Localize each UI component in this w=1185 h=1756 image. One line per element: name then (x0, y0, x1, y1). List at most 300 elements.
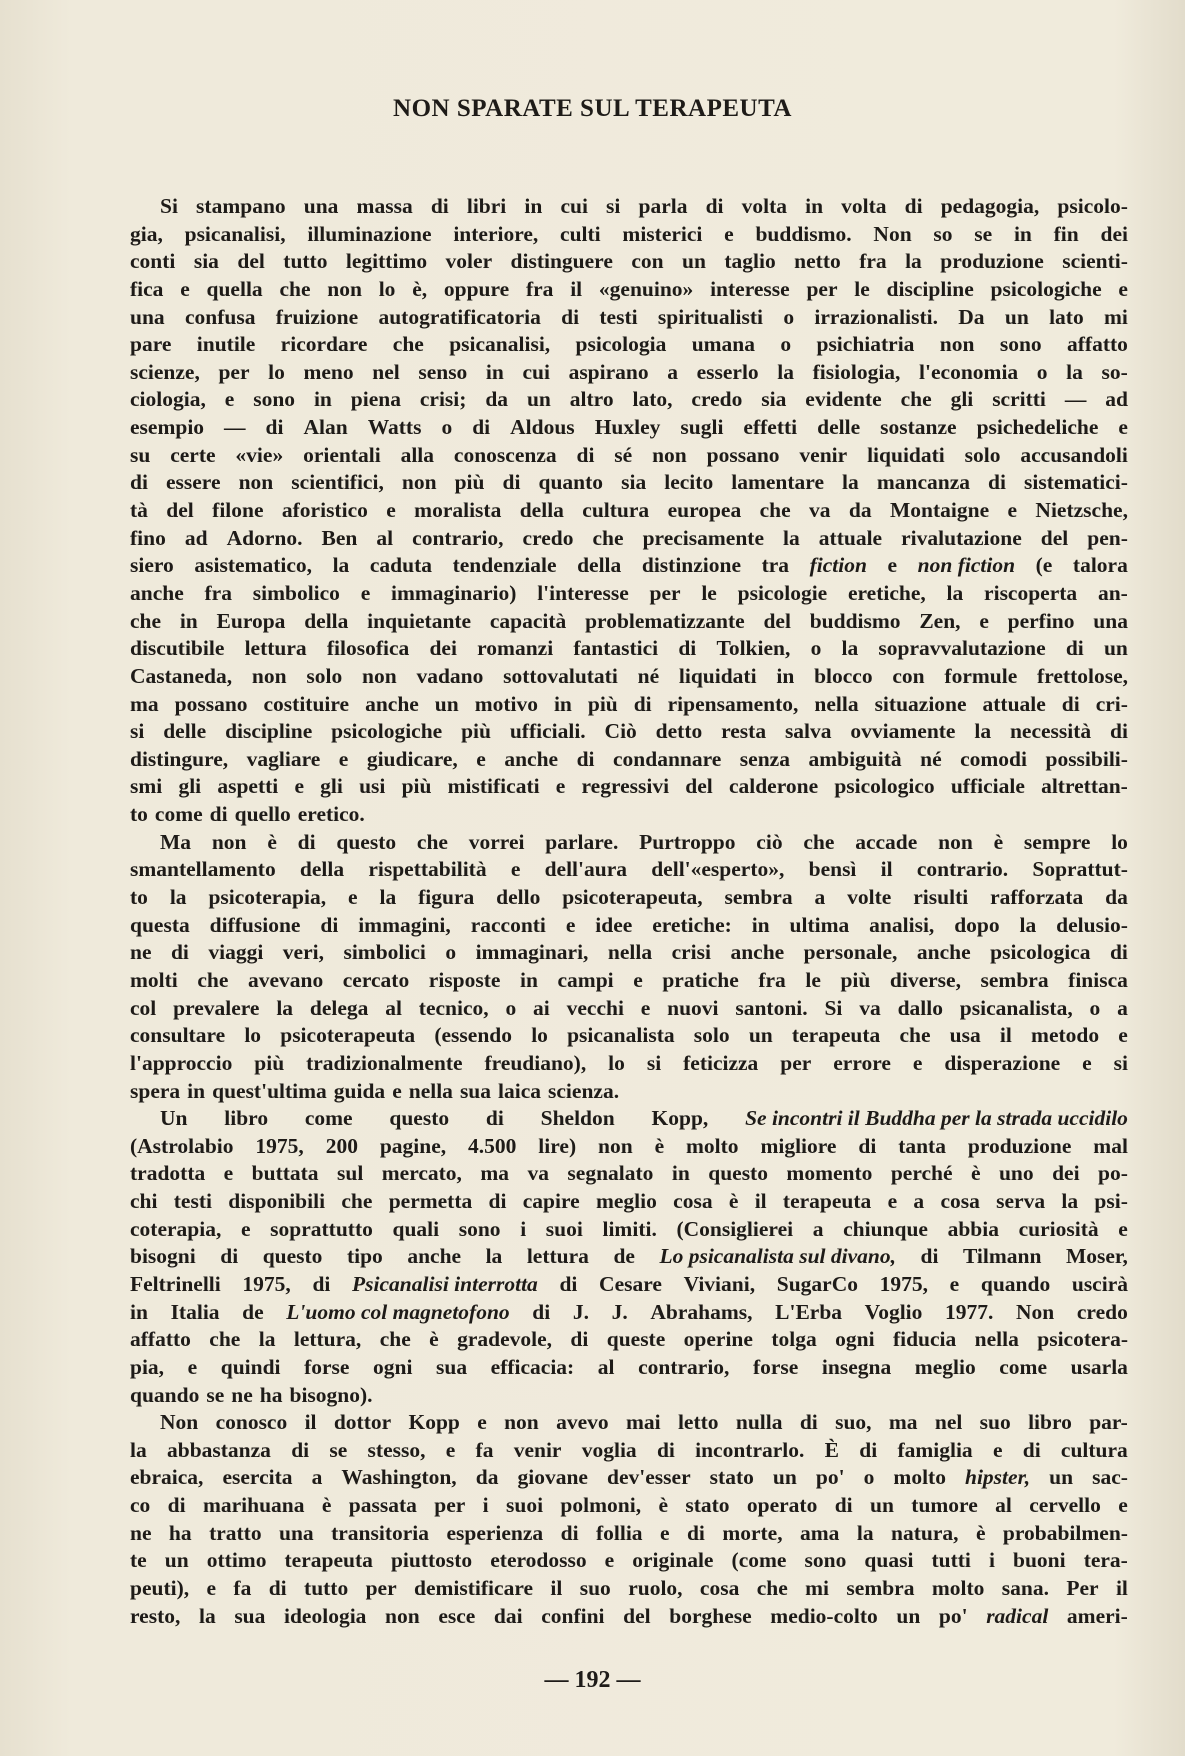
text-line (130, 995, 1128, 1023)
word: tendenziale (452, 553, 557, 578)
word: ciologia, (130, 387, 206, 412)
word: lo (268, 359, 285, 384)
word: interesse (710, 276, 790, 301)
word: crisi (671, 940, 711, 965)
word: che (803, 829, 835, 854)
word: Zen, (919, 608, 961, 633)
word: queste (606, 1327, 666, 1352)
word: pen- (1087, 525, 1128, 550)
word: uscirà (1071, 1271, 1128, 1296)
word: piuttosto (390, 1548, 473, 1573)
word: Non (873, 221, 912, 246)
word: si (606, 194, 621, 218)
word: analisi, (869, 912, 935, 937)
word: anche (730, 940, 785, 965)
word: marihuana (202, 1493, 305, 1518)
word: fra (758, 967, 786, 992)
word: sia (193, 249, 219, 274)
word: bisogni (130, 1244, 196, 1269)
word: ai (533, 995, 550, 1020)
word: (essendo (434, 1023, 513, 1048)
word: Huxley (594, 415, 661, 440)
word: sembra (980, 967, 1049, 992)
word: medio-colto (770, 1603, 878, 1628)
word: fisiologia, (812, 359, 901, 384)
word: delusio- (1056, 912, 1128, 937)
word: rispettabilità (368, 857, 487, 882)
word: sul (337, 1161, 364, 1186)
word: cervello (1029, 1493, 1101, 1518)
word: che (759, 498, 791, 523)
word: contrario, (638, 1354, 730, 1379)
word: coterapia, (130, 1216, 222, 1241)
text-line (130, 1520, 1128, 1548)
word: te (130, 1548, 147, 1573)
word: col (130, 995, 157, 1020)
word: orientali (303, 442, 381, 467)
word: distinguere (510, 249, 613, 274)
word: buddismo. (755, 221, 852, 246)
word: e (1118, 415, 1128, 440)
word: o (780, 332, 792, 357)
word: la (777, 359, 795, 384)
word: la (1061, 1189, 1079, 1214)
word: sia (621, 470, 647, 495)
word: la (841, 636, 859, 661)
word: di (858, 1133, 877, 1158)
word: gli (320, 774, 343, 799)
word: nuovi (667, 995, 719, 1020)
word: liquidati (678, 663, 757, 688)
word: de (242, 1299, 264, 1324)
word: capire (522, 1189, 580, 1214)
word: e (223, 1161, 234, 1186)
word: idee (595, 912, 633, 937)
word: e (360, 580, 371, 605)
word: è (975, 1520, 986, 1545)
word: la (276, 995, 294, 1020)
word: tradotta (130, 1161, 206, 1186)
word: ideologia (284, 1603, 367, 1628)
word: le (701, 580, 717, 605)
word: mancanza (876, 470, 970, 495)
word: e (912, 1050, 923, 1075)
word: borghese (669, 1603, 752, 1628)
word: una (130, 304, 165, 329)
word: Kopp, (651, 1106, 709, 1131)
word: del (1040, 525, 1069, 550)
word: e (240, 1216, 251, 1241)
word: situazione (874, 691, 967, 716)
word: mi (805, 1576, 830, 1601)
word: di (559, 1271, 578, 1296)
word: non (211, 829, 247, 854)
word: disperazione (944, 1050, 1061, 1075)
word: il (880, 857, 893, 882)
word: un (682, 249, 706, 274)
word: questo (708, 1161, 768, 1186)
word: È (824, 1437, 839, 1462)
word: anche (504, 746, 559, 771)
word: ameri- (1066, 1603, 1128, 1628)
word: psicanalisi, (449, 332, 551, 357)
word: più (587, 691, 618, 716)
word: 1975, (879, 1271, 928, 1296)
word: in (671, 1161, 690, 1186)
word: esce (438, 1603, 476, 1628)
word: di (532, 1299, 551, 1324)
word: libro (224, 1106, 269, 1131)
word: un (1103, 636, 1128, 661)
word: culti (560, 221, 601, 246)
word: sopravvalutazione (878, 636, 1046, 661)
word: pare (130, 332, 172, 357)
word: Cesare (599, 1271, 662, 1296)
word: ricordare (280, 332, 368, 357)
text-line (130, 1216, 1128, 1244)
word: ne (130, 1520, 152, 1545)
word: resto, (130, 1603, 181, 1628)
word: guida (333, 1078, 386, 1103)
word: asistematico, (194, 553, 312, 578)
word: sono (999, 332, 1042, 357)
word: precisamente (642, 525, 764, 550)
word: L'uomo col magnetofono (286, 1299, 510, 1324)
word: cercato (342, 967, 410, 992)
word: e (477, 1410, 487, 1435)
word: tipo (346, 1244, 383, 1269)
word: la (905, 249, 922, 274)
word: anche (365, 691, 419, 716)
word: perfino (1007, 608, 1075, 633)
word: questo (262, 1244, 323, 1269)
word: umana (691, 332, 756, 357)
word: di (576, 746, 595, 771)
word: produzione (940, 249, 1044, 274)
word: che (592, 525, 624, 550)
text-line (130, 359, 1128, 387)
word: bisogno). (289, 1382, 373, 1407)
word: vecchi (566, 995, 624, 1020)
word: per (649, 580, 681, 605)
word: simbolici (343, 940, 426, 965)
word: in (805, 194, 824, 218)
word: scienti- (1062, 249, 1128, 274)
word: a (311, 1465, 323, 1490)
word: affatto (130, 1327, 191, 1352)
word: la (946, 580, 964, 605)
word: l'economia (919, 359, 1019, 384)
word: ufficiale (950, 774, 1025, 799)
word: a (913, 1189, 925, 1214)
word: dallo (897, 995, 943, 1020)
word: migliore (760, 1133, 837, 1158)
word: pia, (130, 1354, 165, 1379)
text-line (130, 635, 1128, 663)
word: suoi (506, 1493, 544, 1518)
word: la (783, 525, 800, 550)
word: non (327, 276, 362, 301)
word: Aldous (510, 415, 575, 440)
text-line (130, 276, 1128, 304)
word: di (834, 1493, 853, 1518)
word: di (209, 802, 228, 827)
word: non (938, 829, 973, 854)
word: gradevole, (457, 1327, 553, 1352)
word: un (1004, 304, 1029, 329)
word: di (561, 304, 580, 329)
word: non fiction (917, 553, 1016, 578)
word: lettura (526, 1244, 589, 1269)
word: Abrahams, (650, 1299, 753, 1324)
word: o (1089, 995, 1101, 1020)
text-line (130, 552, 1128, 580)
word: del (166, 498, 194, 523)
word: nella (607, 940, 653, 965)
word: e (294, 774, 304, 799)
word: quando (980, 1271, 1051, 1296)
word: libri (466, 194, 507, 218)
word: del (763, 608, 791, 633)
word: necessità (1009, 719, 1092, 744)
word: tolga (771, 1327, 817, 1352)
word: psicoterapeuta, (562, 885, 703, 910)
word: cultura (582, 498, 650, 523)
word: e (510, 857, 521, 882)
word: sé (614, 442, 633, 467)
word: esercita (222, 1465, 293, 1490)
word: sono (804, 1548, 847, 1573)
word: fica (130, 276, 164, 301)
word: e (979, 608, 989, 633)
word: di (859, 1437, 878, 1462)
word: po' (815, 1465, 845, 1490)
text-line (130, 1188, 1128, 1216)
word: abbastanza (166, 1437, 271, 1462)
word: metodo (1031, 1023, 1100, 1048)
word: da (1105, 885, 1128, 910)
word: che (341, 1189, 373, 1214)
word: una (279, 1520, 314, 1545)
word: inutile (196, 332, 256, 357)
word: par- (1089, 1410, 1128, 1435)
text-line (130, 525, 1128, 553)
word: piena (350, 387, 401, 412)
word: lo (378, 276, 396, 301)
word: Da (958, 304, 985, 329)
word: ogni (373, 1354, 413, 1379)
word: efficacia: (490, 1354, 575, 1379)
word: psicologica (990, 940, 1091, 965)
text-line (130, 1464, 1128, 1492)
word: di (678, 636, 697, 661)
word: è (429, 1327, 439, 1352)
word: sembra (846, 1576, 915, 1601)
word: abbia (947, 1216, 999, 1241)
word: psicanalisi, (184, 221, 286, 246)
word: e (338, 746, 349, 771)
text-line (130, 829, 1128, 857)
word: filosofica (326, 636, 410, 661)
word: fiction (809, 553, 867, 578)
word: originale (632, 1548, 714, 1573)
word: di (291, 1437, 310, 1462)
word: questo (389, 1106, 450, 1131)
word: di (502, 470, 521, 495)
word: fra (204, 580, 232, 605)
word: psicologico (834, 774, 935, 799)
word: ripensamento, (667, 691, 799, 716)
word: in (1013, 221, 1032, 246)
word: romanzi (477, 636, 554, 661)
word: 4.500 (468, 1133, 517, 1158)
word: tutto (283, 249, 328, 274)
word: il (550, 1576, 563, 1601)
word: ebraica, (130, 1465, 204, 1490)
word: rafforzata (990, 885, 1084, 910)
word: meglio (595, 1189, 657, 1214)
word: cultura (1060, 1437, 1128, 1462)
word: una (1093, 608, 1128, 633)
word: di (167, 1493, 186, 1518)
word: e (633, 967, 643, 992)
word: di (686, 1520, 705, 1545)
word: di (170, 940, 189, 965)
word: Tolkien, (716, 636, 791, 661)
word: altrettan- (1041, 774, 1128, 799)
word: autogratificatoria (378, 304, 541, 329)
word: frettolose, (1037, 663, 1128, 688)
word: non (598, 1133, 633, 1158)
word: dell'«esperto», (651, 857, 785, 882)
word: sia (761, 387, 787, 412)
word: va (527, 1161, 549, 1186)
word: con (631, 249, 664, 274)
text-line (130, 1437, 1128, 1465)
word: volta (841, 194, 887, 218)
text-line (130, 1271, 1128, 1299)
word: avevano (247, 967, 324, 992)
word: «vie» (235, 442, 284, 467)
word: Soprattut- (1032, 857, 1128, 882)
word: riscoperta (984, 580, 1078, 605)
word: è, (412, 276, 428, 301)
word: so- (1101, 359, 1128, 384)
word: in (313, 387, 332, 412)
word: co (130, 1493, 151, 1518)
word: in (179, 608, 198, 633)
word: giovane (517, 1465, 588, 1490)
word: di (488, 1189, 507, 1214)
word: ha (168, 1520, 192, 1545)
word: fantastici (573, 636, 659, 661)
word: 1977. (945, 1299, 994, 1324)
word: fiducia (892, 1327, 957, 1352)
word: dei (429, 636, 457, 661)
word: di (1109, 940, 1128, 965)
word: sua (459, 1078, 492, 1103)
word: che (130, 608, 162, 633)
word: Voglio (864, 1299, 923, 1324)
text-line (130, 1354, 1128, 1382)
word: figura (418, 885, 475, 910)
word: della (299, 857, 345, 882)
word: un (870, 1493, 894, 1518)
word: un (748, 1023, 773, 1048)
word: Ciò (604, 719, 637, 744)
word: gli (178, 774, 202, 799)
word: di (633, 691, 652, 716)
word: ama (800, 1520, 840, 1545)
word: i (520, 1216, 527, 1241)
word: delle (817, 415, 861, 440)
word: an- (1097, 580, 1128, 605)
word: ha (259, 1382, 283, 1407)
text-line (130, 1133, 1128, 1161)
word: l'interesse (537, 580, 629, 605)
word: viaggi (208, 940, 264, 965)
word: natura, (891, 1520, 959, 1545)
word: voglia (581, 1437, 637, 1462)
word: Purtroppo (639, 829, 736, 854)
word: Washington, (341, 1465, 457, 1490)
text-line (130, 967, 1128, 995)
word: eterodosso (490, 1548, 587, 1573)
word: cosa (940, 1189, 980, 1214)
word: di (920, 1244, 939, 1269)
word: e (224, 387, 235, 412)
word: ciò (756, 829, 783, 854)
word: a (814, 885, 826, 910)
word: uno (998, 1161, 1034, 1186)
word: né (920, 746, 942, 771)
word: per (434, 1493, 466, 1518)
word: fruizione (275, 304, 359, 329)
word: il (754, 1189, 767, 1214)
word: immagini, (358, 912, 451, 937)
word: a (1117, 995, 1128, 1020)
word: dev'esser (607, 1465, 691, 1490)
word: (come (731, 1548, 787, 1573)
word: sua (436, 1354, 468, 1379)
word: come (154, 802, 203, 827)
word: non (652, 442, 687, 467)
word: in (485, 359, 504, 384)
word: dei (1100, 221, 1128, 246)
word: attuale (818, 525, 883, 550)
word: stampano (196, 194, 286, 218)
word: e (887, 553, 898, 578)
word: gli (950, 387, 974, 412)
word: prevalere (173, 995, 260, 1020)
word: che (899, 1023, 931, 1048)
word: incontrarlo. (695, 1437, 805, 1462)
word: volte (847, 885, 892, 910)
word: forse (304, 1354, 350, 1379)
word: (e (1035, 553, 1053, 578)
word: psicanalista (567, 1023, 675, 1048)
word: va (859, 995, 881, 1020)
word: Si (824, 995, 843, 1020)
word: cui (522, 359, 550, 384)
word: fra (859, 249, 887, 274)
word: cri- (1095, 691, 1128, 716)
word: volta (741, 194, 788, 218)
text-line (130, 193, 1128, 221)
word: suoi (545, 1216, 583, 1241)
word: effetti (743, 415, 798, 440)
word: o (445, 940, 457, 965)
